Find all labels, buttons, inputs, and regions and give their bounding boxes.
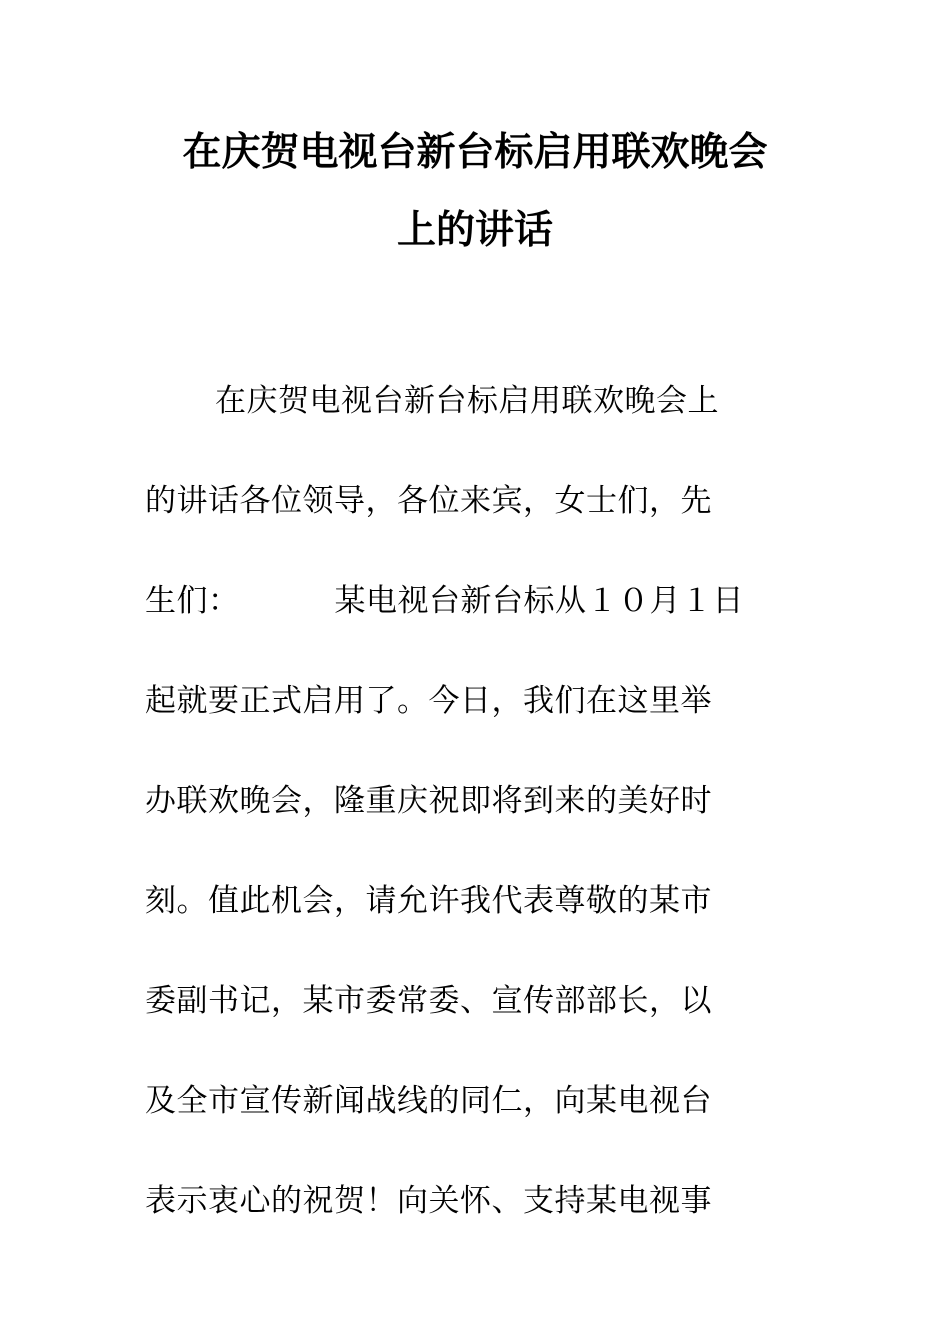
body-line: 办联欢晚会，隆重庆祝即将到来的美好时 bbox=[145, 783, 712, 819]
body-line: 起就要正式启用了。今日，我们在这里举 bbox=[145, 683, 712, 719]
document-body bbox=[145, 368, 785, 1268]
body-line-segment: 某电视台新台标从１０月１日 bbox=[334, 583, 744, 619]
body-line: 在庆贺电视台新台标启用联欢晚会上 bbox=[215, 383, 719, 419]
body-line: 委副书记，某市委常委、宣传部部长，以 bbox=[145, 983, 712, 1019]
body-line-segment: 生们： bbox=[145, 583, 240, 619]
body-line: 的讲话各位领导，各位来宾，女士们，先 bbox=[145, 483, 712, 519]
body-line: 及全市宣传新闻战线的同仁，向某电视台 bbox=[145, 1083, 712, 1119]
document-title bbox=[120, 114, 830, 270]
title-line-2: 上的讲话 bbox=[396, 208, 553, 253]
body-line: 刻。值此机会，请允许我代表尊敬的某市 bbox=[145, 883, 712, 919]
title-line-1: 在庆贺电视台新台标启用联欢晚会 bbox=[182, 130, 768, 175]
body-line: 表示衷心的祝贺！向关怀、支持某电视事 bbox=[145, 1183, 712, 1219]
body-line bbox=[145, 568, 785, 668]
